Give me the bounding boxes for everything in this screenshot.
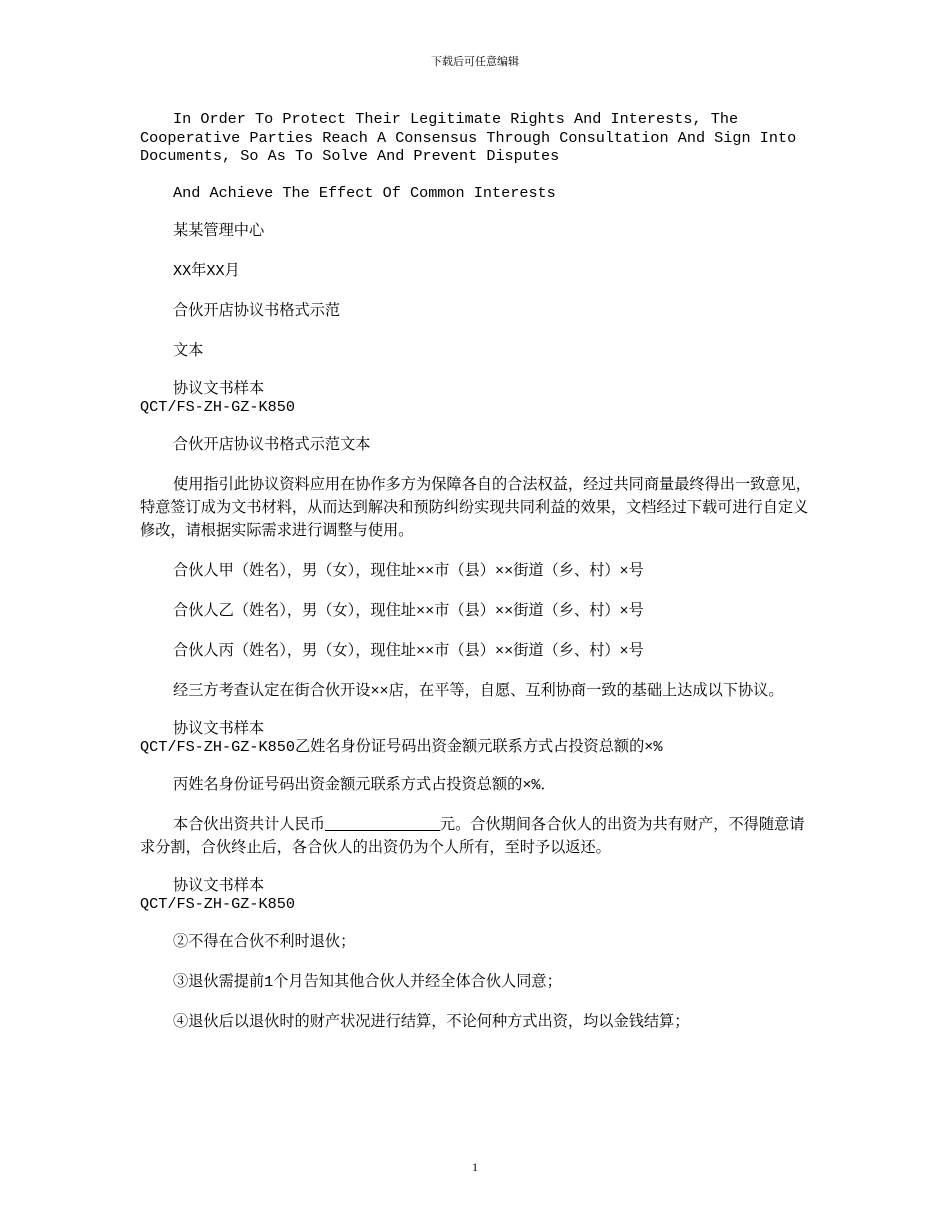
agreement-intro: 经三方考查认定在街合伙开设××店，在平等，自愿、互利协商一致的基础上达成以下协议。 (173, 682, 784, 700)
intro-paragraph: In Order To Protect Their Legitimate Rights And Interests, The Cooperative Parties Reach A Consensus Through Consultation And Sign Into Documents, So As To Solve And Prevent Disputes (140, 110, 797, 165)
document-body (140, 110, 815, 1051)
capital-clause-end: 元。合伙期间各合伙人的出资为共有财产，不得随意请求分割，合伙终止后，各合伙人的出资仍为个人所有，至时予以返还。 (140, 816, 805, 857)
sample-label: 协议文书样本 (173, 720, 265, 738)
usage-guide: 使用指引此协议资料应用在协作多方为保障各自的合法权益，经过共同商量最终得出一致意见，特意签订成为文书材料，从而达到解决和预防纠纷实现共同利益的效果，文档经过下载可进行自定义修改，请根据实际需求进行调整与使用。 (140, 476, 811, 540)
capital-clause-start: 本合伙出资共计人民币 (173, 816, 325, 834)
intro-continuation: And Achieve The Effect Of Common Interests (173, 183, 556, 202)
partner-c: 合伙人丙（姓名），男（女），现住址××市（县）××街道（乡、村）×号 (173, 642, 644, 660)
sample-code-block-2 (140, 720, 815, 756)
partner-a: 合伙人甲（姓名），男（女），现住址××市（县）××街道（乡、村）×号 (173, 562, 644, 580)
partner-c-investment: 丙姓名身份证号码出资金额元联系方式占投资总额的×%． (173, 776, 556, 794)
document-title-line2: 文本 (173, 342, 204, 360)
page-number: 1 (472, 1160, 478, 1174)
sample-code-block-1 (140, 380, 815, 416)
page-header: 下载后可任意编辑 (431, 55, 519, 68)
document-code-with-text: QCT/FS-ZH-GZ-K850乙姓名身份证号码出资金额元联系方式占投资总额的×% (140, 738, 663, 756)
withdrawal-rule-2: ②不得在合伙不利时退伙； (173, 933, 356, 951)
sample-code-block-3 (140, 877, 815, 913)
partner-b: 合伙人乙（姓名），男（女），现住址××市（县）××街道（乡、村）×号 (173, 602, 644, 620)
document-heading: 合伙开店协议书格式示范文本 (173, 436, 371, 454)
document-code: QCT/FS-ZH-GZ-K850 (140, 895, 295, 913)
capital-clause (140, 814, 815, 860)
sample-label: 协议文书样本 (173, 877, 265, 895)
withdrawal-rule-4: ④退伙后以退伙时的财产状况进行结算，不论何种方式出资，均以金钱结算； (173, 1013, 690, 1031)
amount-blank (325, 816, 440, 831)
document-code: QCT/FS-ZH-GZ-K850 (140, 398, 295, 416)
organization-name: 某某管理中心 (173, 222, 265, 240)
sample-label: 协议文书样本 (173, 380, 265, 398)
document-date: XX年XX月 (173, 262, 240, 280)
withdrawal-rule-3: ③退伙需提前1个月告知其他合伙人并经全体合伙人同意； (173, 973, 562, 991)
document-title-line1: 合伙开店协议书格式示范 (173, 302, 341, 320)
